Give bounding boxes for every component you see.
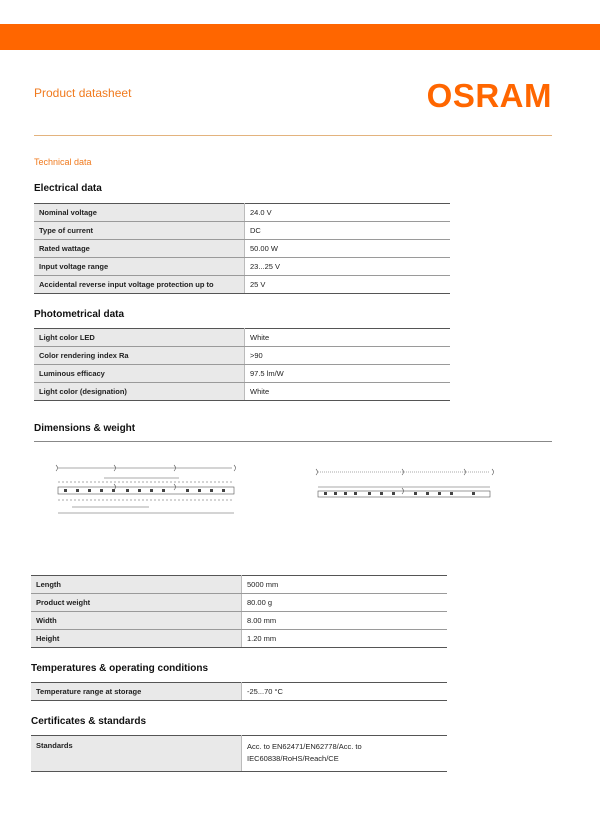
temperatures-title: Temperatures & operating conditions bbox=[31, 663, 209, 674]
table-row bbox=[34, 222, 450, 240]
strip-dimension-drawing-right bbox=[314, 466, 494, 502]
spec-label: Standards bbox=[31, 736, 242, 772]
table-row bbox=[31, 594, 447, 612]
spec-value: 80.00 g bbox=[242, 594, 448, 612]
photometrical-title: Photometrical data bbox=[34, 309, 125, 320]
certificates-table bbox=[31, 735, 447, 772]
spec-label: Height bbox=[31, 630, 242, 648]
standards-line-1: Acc. to EN62471/EN62778/Acc. to bbox=[247, 742, 362, 751]
spec-label: Temperature range at storage bbox=[31, 683, 242, 701]
photometrical-table bbox=[34, 328, 450, 401]
table-row bbox=[31, 736, 447, 772]
spec-value bbox=[242, 736, 448, 772]
spec-label: Light color (designation) bbox=[34, 383, 245, 401]
spec-value: 8.00 mm bbox=[242, 612, 448, 630]
spec-label: Type of current bbox=[34, 222, 245, 240]
spec-label: Input voltage range bbox=[34, 258, 245, 276]
spec-label: Luminous efficacy bbox=[34, 365, 245, 383]
spec-label: Width bbox=[31, 612, 242, 630]
spec-value: -25...70 °C bbox=[242, 683, 448, 701]
spec-value: 24.0 V bbox=[245, 204, 451, 222]
doc-type-label: Product datasheet bbox=[34, 86, 132, 100]
spec-label: Nominal voltage bbox=[34, 204, 245, 222]
spec-value: 50.00 W bbox=[245, 240, 451, 258]
table-row bbox=[31, 612, 447, 630]
spec-label: Light color LED bbox=[34, 329, 245, 347]
spec-value: 1.20 mm bbox=[242, 630, 448, 648]
table-row bbox=[34, 329, 450, 347]
table-row bbox=[34, 276, 450, 294]
spec-value: DC bbox=[245, 222, 451, 240]
spec-value: 97.5 lm/W bbox=[245, 365, 451, 383]
dimensions-table bbox=[31, 575, 447, 648]
spec-value: White bbox=[245, 383, 451, 401]
dimensions-title: Dimensions & weight bbox=[34, 423, 136, 434]
electrical-title: Electrical data bbox=[34, 183, 102, 194]
spec-label: Rated wattage bbox=[34, 240, 245, 258]
spec-value: 5000 mm bbox=[242, 576, 448, 594]
certificates-title: Certificates & standards bbox=[31, 716, 147, 727]
table-row bbox=[34, 347, 450, 365]
spec-value: White bbox=[245, 329, 451, 347]
table-row bbox=[34, 365, 450, 383]
spec-label: Product weight bbox=[31, 594, 242, 612]
osram-logo: OSRAM bbox=[426, 77, 552, 114]
electrical-table bbox=[34, 203, 450, 294]
standards-line-2: IEC60838/RoHS/Reach/CE bbox=[247, 754, 339, 763]
spec-label: Accidental reverse input voltage protection up to bbox=[34, 276, 245, 294]
table-row bbox=[31, 630, 447, 648]
table-row bbox=[34, 204, 450, 222]
dimensions-divider bbox=[34, 441, 552, 442]
table-row bbox=[31, 576, 447, 594]
spec-label: Length bbox=[31, 576, 242, 594]
section-label: Technical data bbox=[34, 157, 92, 167]
strip-dimension-drawing-left bbox=[54, 460, 238, 518]
table-row bbox=[31, 683, 447, 701]
spec-value: 23...25 V bbox=[245, 258, 451, 276]
header-bar bbox=[0, 24, 600, 50]
table-row bbox=[34, 240, 450, 258]
table-row bbox=[34, 258, 450, 276]
spec-label: Color rendering index Ra bbox=[34, 347, 245, 365]
spec-value: 25 V bbox=[245, 276, 451, 294]
table-row bbox=[34, 383, 450, 401]
header-divider bbox=[34, 135, 552, 136]
spec-value: >90 bbox=[245, 347, 451, 365]
temperatures-table bbox=[31, 682, 447, 701]
